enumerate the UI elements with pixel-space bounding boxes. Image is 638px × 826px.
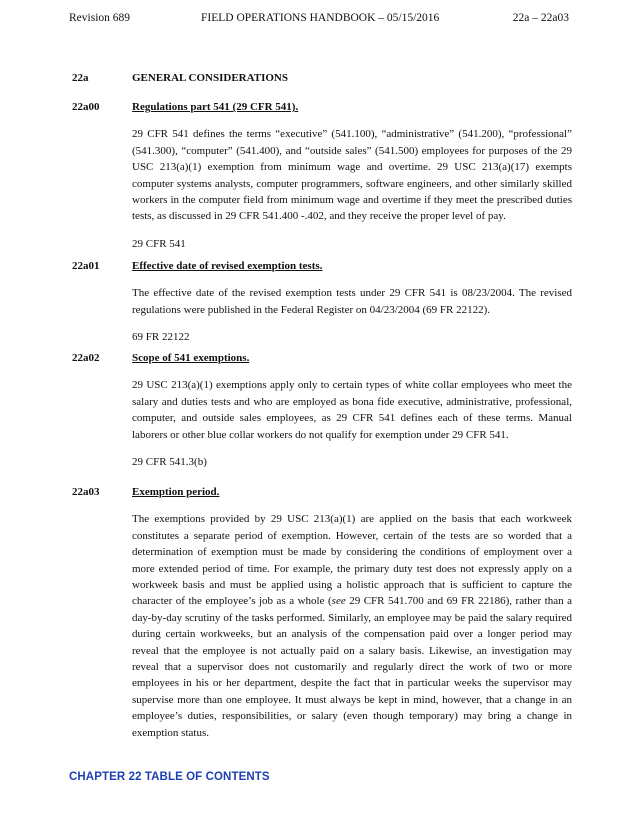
section-body: The effective date of the revised exemption tests under 29 CFR 541 is 08/23/2004. The revised regulations were published in the Federal Register on 04/23/2004 (69 FR 22122). [132, 287, 572, 316]
section-citation: 69 FR 22122 [132, 331, 190, 344]
section-22a03 [72, 484, 572, 741]
see-word: see [331, 595, 346, 608]
section-number: 22a01 [72, 260, 100, 272]
section-title: Effective date of revised exemption tests. [132, 260, 323, 272]
section-body: 29 CFR 541 defines the terms “executive” (541.100), “administrative” (541.200), “professional” (541.300), “computer” (541.400), and “outside sales” (541.500) employees for purposes of the 29 USC 213(a)(1) exemption from minimum wage and overtime. 29 USC 213(a)(17) exempts computer systems analysts, computer programmers, software engineers, and other similarly skilled workers in the computer field from minimum wage and overtime if they meet the prescribed duties tests, as discussed in 29 CFR 541.400 -.402, and they receive the proper level of pay. [132, 128, 572, 223]
section-22a [72, 70, 572, 86]
section-body: 29 USC 213(a)(1) exemptions apply only to certain types of white collar employees who meet the salary and duties tests and who are employed as bona fide executive, administrative, professional, computer, and outside sales employees, as 29 CFR 541 defines each of these terms. Manual laborers or other blue collar workers do not qualify for exemption under 29 CFR 541. [132, 379, 572, 441]
section-title: Regulations part 541 (29 CFR 541). [132, 101, 299, 113]
section-citation: 29 CFR 541 [132, 237, 186, 250]
section-body [132, 511, 572, 741]
section-number: 22a02 [72, 352, 100, 364]
section-title: Scope of 541 exemptions. [132, 352, 250, 364]
section-22a02 [72, 350, 572, 470]
section-22a01 [72, 258, 572, 346]
section-22a00 [72, 99, 572, 252]
revision-label: Revision 689 [69, 12, 131, 24]
section-number: 22a03 [72, 486, 100, 498]
section-title: Exemption period. [132, 486, 220, 498]
section-number: 22a00 [72, 101, 100, 113]
section-citation: 29 CFR 541.3(b) [132, 456, 207, 469]
handbook-title: FIELD OPERATIONS HANDBOOK – 05/15/2016 [201, 12, 440, 24]
section-range: 22a – 22a03 [512, 12, 569, 24]
body-text: 29 CFR 541.700 and 69 FR 22186), rather than a day-by-day scrutiny of the tasks performed. Similarly, an employee may be paid the salary required during certain workweeks, but an analysis of the compensation paid over a longer period may reveal that the employee is not actually paid on a salary basis. Likewise, an investigation may reveal that a supervisor does not customarily and regularly direct the work of two or more employees in his or her department, despite the fact that in particular weeks the supervisor may supervise more than one employee. It must always be kept in mind, however, that a change in an employee’s duties, responsibilities, or salary (even though temporary) may bring a change in exemption status. [132, 595, 573, 739]
chapter-toc-link[interactable]: CHAPTER 22 TABLE OF CONTENTS [69, 771, 270, 783]
body-text: The exemptions provided by 29 USC 213(a)(1) are applied on the basis that each workweek constitutes a separate period of exemption. However, certain of the tests are so worded that a determination of exemption must be made by considering the conditions of employment over a more extended period of time. For example, the primary duty test does not expressly apply on a workweek basis and must be applied using a holistic approach that is sufficient to capture the character of the employee’s job as a whole ( [132, 513, 572, 608]
section-title: GENERAL CONSIDERATIONS [132, 72, 288, 84]
section-number: 22a [72, 72, 89, 84]
